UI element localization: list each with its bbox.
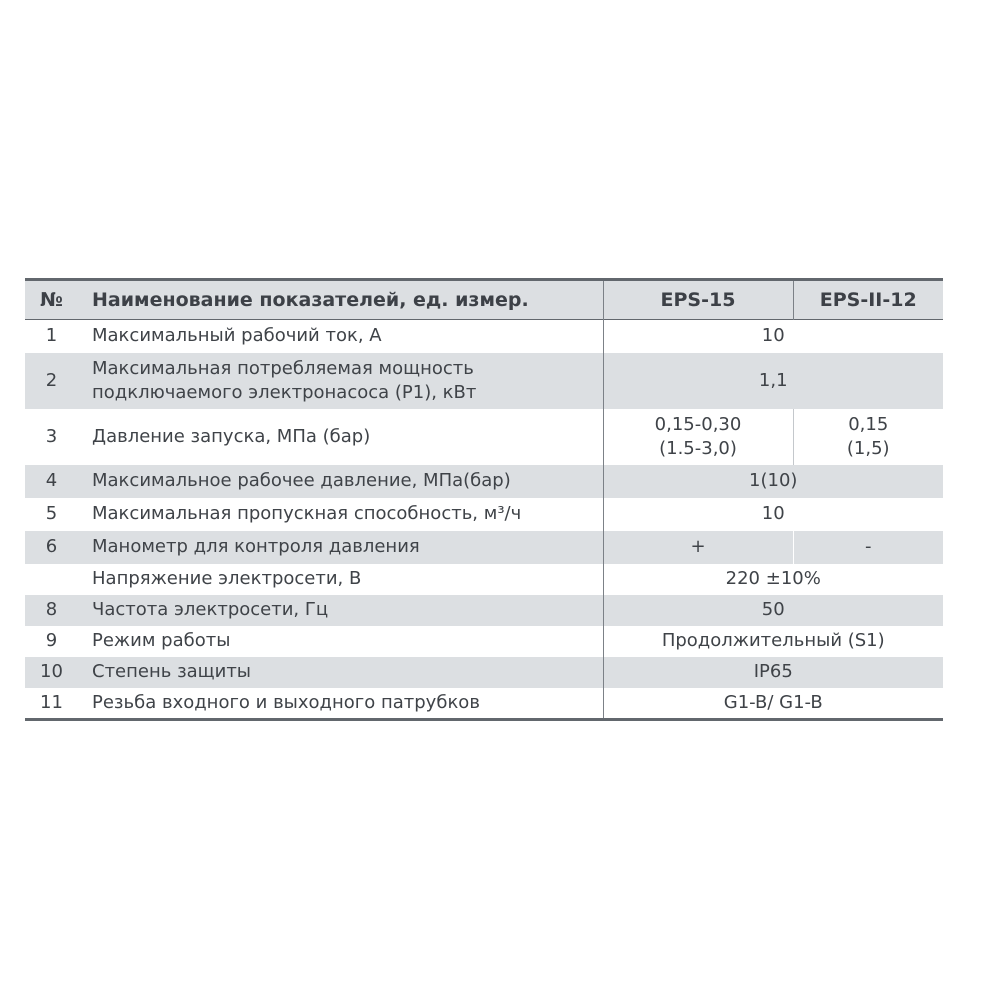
row-number — [25, 564, 78, 595]
parameter-name: Максимальная пропускная способность, м³/ч — [78, 498, 603, 531]
value-line: (1,5) — [846, 437, 890, 459]
row-number: 8 — [25, 595, 78, 626]
parameter-name-line: подключаемого электронасоса (Р1), кВт — [92, 381, 477, 403]
row-number: 4 — [25, 465, 78, 498]
parameter-value: 10 — [603, 320, 943, 353]
parameter-name-line: Максимальная потребляемая мощность — [92, 357, 474, 379]
parameter-value: 1,1 — [603, 353, 943, 409]
parameter-name: Частота электросети, Гц — [78, 595, 603, 626]
row-number: 1 — [25, 320, 78, 353]
table-row — [25, 595, 943, 626]
parameter-name — [78, 353, 603, 409]
value-line: 0,15-0,30 — [654, 413, 742, 435]
parameter-value: Продолжительный (S1) — [603, 626, 943, 657]
parameter-name: Манометр для контроля давления — [78, 531, 603, 564]
parameter-value: 1(10) — [603, 465, 943, 498]
value-eps-ii-12: - — [793, 531, 943, 564]
table-row — [25, 353, 943, 409]
table-row — [25, 465, 943, 498]
table-row — [25, 409, 943, 465]
value-eps-15 — [603, 409, 793, 465]
parameter-name: Давление запуска, МПа (бар) — [78, 409, 603, 465]
table-row — [25, 564, 943, 595]
parameter-name: Максимальный рабочий ток, А — [78, 320, 603, 353]
table-row — [25, 531, 943, 564]
header-parameter-name: Наименование показателей, ед. измер. — [78, 280, 603, 320]
row-number: 3 — [25, 409, 78, 465]
header-number: № — [25, 280, 78, 320]
parameter-name: Режим работы — [78, 626, 603, 657]
header-model-eps-ii-12: EPS-II-12 — [793, 280, 943, 320]
header-model-eps-15: EPS-15 — [603, 280, 793, 320]
row-number: 11 — [25, 688, 78, 720]
parameter-name: Резьба входного и выходного патрубков — [78, 688, 603, 720]
row-number: 10 — [25, 657, 78, 688]
table-row — [25, 498, 943, 531]
table-row — [25, 657, 943, 688]
row-number: 2 — [25, 353, 78, 409]
row-number: 9 — [25, 626, 78, 657]
table-row — [25, 688, 943, 720]
parameter-value: G1-B/ G1-B — [603, 688, 943, 720]
table-row — [25, 626, 943, 657]
parameter-value: 10 — [603, 498, 943, 531]
parameter-name: Максимальное рабочее давление, МПа(бар) — [78, 465, 603, 498]
row-number: 5 — [25, 498, 78, 531]
table-header-row — [25, 280, 943, 320]
value-line: 0,15 — [848, 413, 889, 435]
parameter-name: Степень защиты — [78, 657, 603, 688]
value-eps-15: + — [603, 531, 793, 564]
row-number: 6 — [25, 531, 78, 564]
parameter-value: 220 ±10% — [603, 564, 943, 595]
value-eps-ii-12 — [793, 409, 943, 465]
table-row — [25, 320, 943, 353]
value-line: (1.5-3,0) — [659, 437, 737, 459]
parameter-value: 50 — [603, 595, 943, 626]
parameter-name: Напряжение электросети, В — [78, 564, 603, 595]
parameter-value: IP65 — [603, 657, 943, 688]
specs-table — [25, 278, 943, 721]
